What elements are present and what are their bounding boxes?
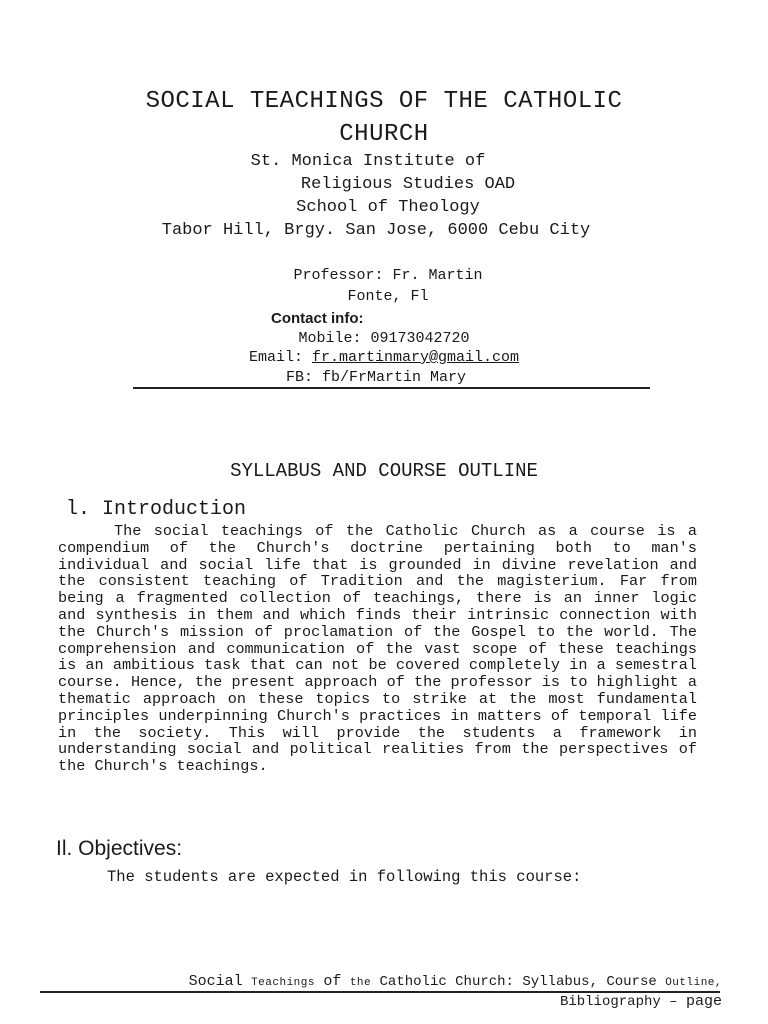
address: Tabor Hill, Brgy. San Jose, 6000 Cebu City	[161, 221, 591, 240]
page-label: page	[685, 993, 722, 1010]
footer-line-1: Social Teachings of the Catholic Church: Syllabus, Course Outline,	[188, 973, 722, 990]
contact-info-label: Contact info:	[271, 310, 364, 327]
document-title-line-1: SOCIAL TEACHINGS OF THE CATHOLIC	[145, 88, 623, 115]
header-divider	[133, 387, 650, 389]
email-label: Email:	[248, 349, 312, 366]
email-link[interactable]: fr.martinmary@gmail.com	[311, 349, 520, 366]
introduction-paragraph: The social teachings of the Catholic Church as a course is a compendium of the Church's doctrine pertaining both to man's individual and social life that is grounded in divine revelation and the consistent teaching of Tradition and the magisterium. Far from being a fragmented collection of teachings, there is an inner logic and synthesis in them and which finds their intrinsic connection with the Church's mission of proclamation of the Gospel to the world. The comprehension and communication of the vast scope of these teachings is an ambitious task that can not be covered completely in a semestral course. Hence, the present approach of the professor is to highlight a thematic approach on these topics to strike at the most fundamental principles underpinning Church's practices in matters of temporal life in the society. This will provide the students a framework in understanding social and political realities from the perspectives of the Church's teachings.	[58, 522, 697, 776]
institute-line-1: St. Monica Institute of	[250, 152, 486, 171]
introduction-heading: l. Introduction	[66, 498, 247, 521]
document-title-line-2: CHURCH	[339, 121, 429, 148]
school-name: School of Theology	[296, 198, 480, 217]
mobile-number: Mobile: 09173042720	[298, 330, 470, 347]
professor-line-2: Fonte, Fl	[347, 288, 429, 305]
facebook-line: FB: fb/FrMartin Mary	[285, 369, 467, 386]
professor-line-1: Professor: Fr. Martin	[293, 267, 483, 284]
footer-line-2: Bibliography – page	[559, 993, 722, 1010]
objectives-intro: The students are expected in following this course:	[107, 868, 582, 886]
email-line	[0, 349, 768, 366]
syllabus-heading: SYLLABUS AND COURSE OUTLINE	[230, 460, 538, 482]
objectives-heading: Il. Objectives:	[56, 837, 183, 860]
institute-line-2: Religious Studies OAD	[300, 175, 516, 194]
